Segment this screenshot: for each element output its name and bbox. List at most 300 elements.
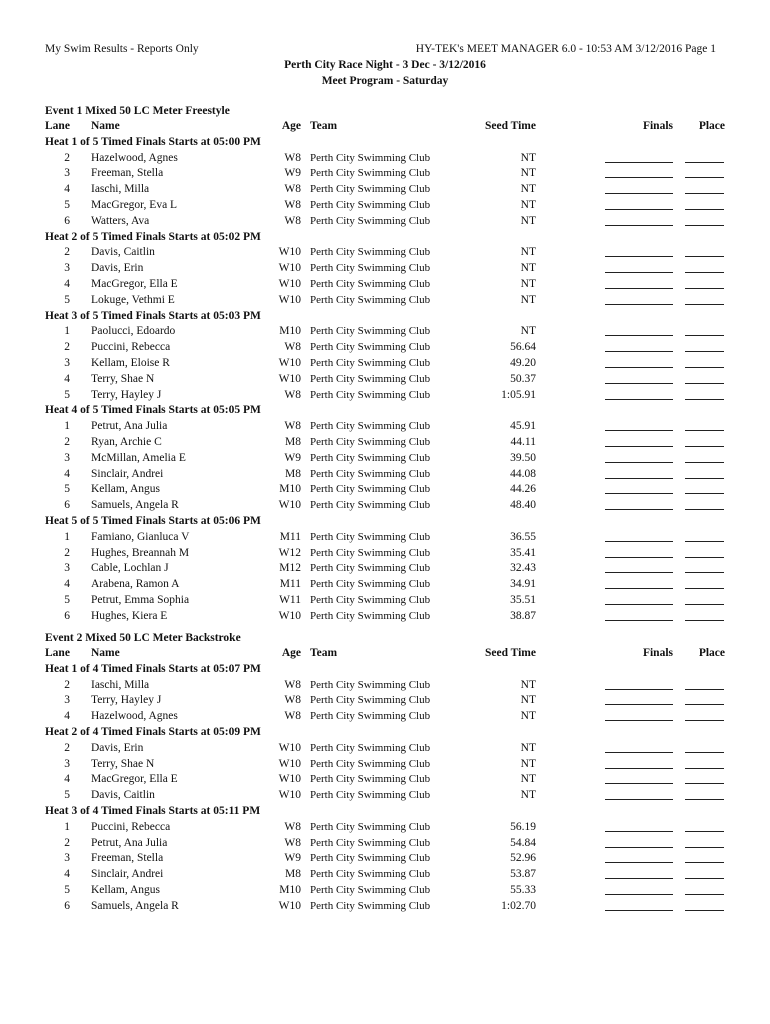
lane-number: 5 [64, 789, 70, 802]
team-name: Perth City Swimming Club [310, 757, 431, 770]
swimmer-age: W10 [278, 262, 301, 275]
seed-time: 34.91 [510, 578, 536, 591]
entry-row [45, 498, 725, 514]
swimmer-age: W8 [284, 198, 301, 211]
team-name: Perth City Swimming Club [310, 578, 431, 591]
team-name: Perth City Swimming Club [310, 741, 431, 754]
finals-blank-line [605, 509, 673, 510]
seed-time: 45.91 [510, 420, 536, 433]
name-header: Name [91, 647, 120, 659]
finals-header: Finals [642, 647, 673, 659]
team-name: Perth City Swimming Club [310, 789, 431, 802]
team-name: Perth City Swimming Club [310, 451, 431, 464]
team-name: Perth City Swimming Club [310, 710, 431, 723]
lane-number: 3 [64, 262, 70, 275]
lane-number: 6 [64, 499, 70, 512]
lane-number: 1 [64, 820, 70, 833]
entry-row [45, 356, 725, 372]
swimmer-age: M8 [285, 467, 301, 480]
team-name: Perth City Swimming Club [310, 467, 431, 480]
lane-number: 3 [64, 356, 70, 369]
swimmer-age: W9 [284, 451, 301, 464]
seed-time: NT [520, 773, 536, 786]
event-block [45, 103, 725, 625]
swimmer-age: M8 [285, 868, 301, 881]
swimmer-age: M12 [279, 562, 301, 575]
seed-time: 32.43 [510, 562, 536, 575]
swimmer-name: Davis, Caitlin [91, 246, 155, 259]
seed-time: NT [520, 325, 536, 338]
entry-row [45, 451, 725, 467]
age-header: Age [281, 647, 301, 659]
finals-blank-line [605, 493, 673, 494]
finals-blank-line [605, 689, 673, 690]
team-header: Team [310, 120, 338, 132]
finals-blank-line [605, 894, 673, 895]
finals-blank-line [605, 351, 673, 352]
place-blank-line [685, 894, 724, 895]
swimmer-name: Kellam, Eloise R [91, 356, 170, 369]
seed-time: 48.40 [510, 499, 536, 512]
lane-number: 3 [64, 852, 70, 865]
swimmer-age: W9 [284, 852, 301, 865]
finals-blank-line [605, 193, 673, 194]
team-name: Perth City Swimming Club [310, 868, 431, 881]
seed-time: NT [520, 198, 536, 211]
lane-number: 2 [64, 151, 70, 164]
heat-label: Heat 4 of 5 Timed Finals Starts at 05:05 PM [45, 404, 261, 417]
seed-time: 56.19 [510, 820, 536, 833]
swimmer-age: W8 [284, 836, 301, 849]
team-name: Perth City Swimming Club [310, 293, 431, 306]
swimmer-name: Iaschi, Milla [91, 678, 150, 691]
place-blank-line [685, 783, 724, 784]
report-source: My Swim Results - Reports Only [45, 43, 199, 55]
heat-label: Heat 5 of 5 Timed Finals Starts at 05:06 PM [45, 514, 261, 527]
place-blank-line [685, 509, 724, 510]
swimmer-name: Terry, Hayley J [91, 694, 162, 707]
swimmer-age: W10 [278, 741, 301, 754]
age-header: Age [281, 120, 301, 132]
place-blank-line [685, 193, 724, 194]
entry-row [45, 214, 725, 230]
lane-number: 5 [64, 198, 70, 211]
swimmer-name: Hazelwood, Agnes [91, 151, 178, 164]
team-header: Team [310, 647, 338, 659]
finals-blank-line [605, 720, 673, 721]
entry-row [45, 467, 725, 483]
swimmer-age: W10 [278, 277, 301, 290]
seed-time: NT [520, 710, 536, 723]
entry-row [45, 867, 725, 883]
seed-time: 44.26 [510, 483, 536, 496]
swimmer-name: Lokuge, Vethmi E [91, 293, 175, 306]
lane-number: 4 [64, 578, 70, 591]
team-name: Perth City Swimming Club [310, 883, 431, 896]
seed-time: NT [520, 694, 536, 707]
swimmer-age: W10 [278, 246, 301, 259]
place-blank-line [685, 383, 724, 384]
finals-blank-line [605, 620, 673, 621]
event-block [45, 630, 725, 915]
entry-row [45, 388, 725, 404]
swimmer-age: W10 [278, 372, 301, 385]
swimmer-age: W12 [278, 546, 301, 559]
swimmer-age: W8 [284, 183, 301, 196]
place-blank-line [685, 752, 724, 753]
place-blank-line [685, 768, 724, 769]
swimmer-name: Ryan, Archie C [91, 435, 162, 448]
lane-number: 4 [64, 372, 70, 385]
team-name: Perth City Swimming Club [310, 694, 431, 707]
entry-row [45, 198, 725, 214]
swimmer-age: W10 [278, 293, 301, 306]
seed-time: 35.51 [510, 593, 536, 606]
swimmer-name: MacGregor, Ella E [91, 277, 178, 290]
entry-row [45, 324, 725, 340]
swimmer-name: Famiano, Gianluca V [91, 530, 190, 543]
seed-time: 36.55 [510, 530, 536, 543]
place-blank-line [685, 604, 724, 605]
place-blank-line [685, 272, 724, 273]
entry-row [45, 151, 725, 167]
seed-time: 1:02.70 [501, 899, 536, 912]
finals-blank-line [605, 588, 673, 589]
place-blank-line [685, 225, 724, 226]
entry-row [45, 836, 725, 852]
lane-number: 5 [64, 883, 70, 896]
finals-blank-line [605, 799, 673, 800]
lane-number: 2 [64, 741, 70, 754]
lane-number: 1 [64, 325, 70, 338]
entry-row [45, 709, 725, 725]
lane-number: 4 [64, 710, 70, 723]
swimmer-name: Hughes, Breannah M [91, 546, 190, 559]
entry-row [45, 245, 725, 261]
entry-row [45, 546, 725, 562]
entry-row [45, 678, 725, 694]
place-blank-line [685, 478, 724, 479]
entry-row [45, 530, 725, 546]
lane-number: 3 [64, 167, 70, 180]
finals-blank-line [605, 604, 673, 605]
swimmer-age: W11 [279, 593, 301, 606]
entry-row [45, 482, 725, 498]
finals-blank-line [605, 446, 673, 447]
finals-blank-line [605, 367, 673, 368]
team-name: Perth City Swimming Club [310, 183, 431, 196]
swimmer-name: Iaschi, Milla [91, 183, 150, 196]
finals-blank-line [605, 478, 673, 479]
place-header: Place [698, 120, 725, 132]
place-blank-line [685, 351, 724, 352]
entry-row [45, 293, 725, 309]
swimmer-name: Hughes, Kiera E [91, 609, 168, 622]
lane-number: 3 [64, 757, 70, 770]
heat-label: Heat 2 of 4 Timed Finals Starts at 05:09 PM [45, 725, 261, 738]
swimmer-name: Davis, Erin [91, 741, 144, 754]
swimmer-name: Petrut, Ana Julia [91, 836, 168, 849]
finals-blank-line [605, 462, 673, 463]
place-blank-line [685, 689, 724, 690]
swimmer-name: Watters, Ava [91, 214, 150, 227]
entry-row [45, 419, 725, 435]
seed-time: NT [520, 151, 536, 164]
place-blank-line [685, 177, 724, 178]
entry-row [45, 757, 725, 773]
swimmer-age: W8 [284, 420, 301, 433]
finals-blank-line [605, 557, 673, 558]
swimmer-name: Puccini, Rebecca [91, 341, 171, 354]
seed-time: 39.50 [510, 451, 536, 464]
team-name: Perth City Swimming Club [310, 246, 431, 259]
entry-row [45, 609, 725, 625]
lane-header: Lane [45, 647, 70, 659]
place-blank-line [685, 720, 724, 721]
place-blank-line [685, 588, 724, 589]
seed-time: NT [520, 741, 536, 754]
meet-title: Perth City Race Night - 3 Dec - 3/12/2016 [284, 59, 486, 71]
lane-header: Lane [45, 120, 70, 132]
heat-label: Heat 3 of 4 Timed Finals Starts at 05:11 PM [45, 804, 261, 817]
name-header: Name [91, 120, 120, 132]
finals-blank-line [605, 541, 673, 542]
heat-label: Heat 1 of 5 Timed Finals Starts at 05:00 PM [45, 135, 261, 148]
seed-time: 1:05.91 [501, 388, 536, 401]
lane-number: 6 [64, 214, 70, 227]
finals-blank-line [605, 288, 673, 289]
swimmer-name: Sinclair, Andrei [91, 868, 164, 881]
lane-number: 1 [64, 530, 70, 543]
seed-time: NT [520, 183, 536, 196]
swimmer-name: Petrut, Emma Sophia [91, 593, 190, 606]
lane-number: 6 [64, 609, 70, 622]
lane-number: 2 [64, 836, 70, 849]
team-name: Perth City Swimming Club [310, 820, 431, 833]
swimmer-name: Kellam, Angus [91, 483, 160, 496]
lane-number: 3 [64, 562, 70, 575]
swimmer-name: Terry, Shae N [91, 372, 155, 385]
place-blank-line [685, 399, 724, 400]
swimmer-name: Cable, Lochlan J [91, 562, 169, 575]
lane-number: 4 [64, 868, 70, 881]
lane-number: 2 [64, 435, 70, 448]
finals-blank-line [605, 878, 673, 879]
team-name: Perth City Swimming Club [310, 356, 431, 369]
swimmer-age: M10 [279, 483, 301, 496]
swimmer-name: Terry, Shae N [91, 757, 155, 770]
swimmer-age: W8 [284, 388, 301, 401]
swimmer-name: Freeman, Stella [91, 167, 164, 180]
place-blank-line [685, 462, 724, 463]
swimmer-name: Arabena, Ramon A [91, 578, 180, 591]
swimmer-age: W8 [284, 710, 301, 723]
entry-row [45, 883, 725, 899]
finals-blank-line [605, 162, 673, 163]
swimmer-age: W9 [284, 167, 301, 180]
lane-number: 2 [64, 678, 70, 691]
swimmer-name: Samuels, Angela R [91, 499, 179, 512]
team-name: Perth City Swimming Club [310, 325, 431, 338]
team-name: Perth City Swimming Club [310, 499, 431, 512]
finals-blank-line [605, 256, 673, 257]
entry-row [45, 277, 725, 293]
finals-blank-line [605, 399, 673, 400]
entry-row [45, 820, 725, 836]
team-name: Perth City Swimming Club [310, 773, 431, 786]
swimmer-age: W10 [278, 773, 301, 786]
entry-row [45, 788, 725, 804]
team-name: Perth City Swimming Club [310, 899, 431, 912]
seed-time: NT [520, 757, 536, 770]
entry-row [45, 435, 725, 451]
place-blank-line [685, 557, 724, 558]
swimmer-name: Davis, Erin [91, 262, 144, 275]
seed-time: NT [520, 789, 536, 802]
lane-number: 1 [64, 420, 70, 433]
meet-subtitle: Meet Program - Saturday [321, 75, 449, 87]
swimmer-name: MacGregor, Eva L [91, 198, 178, 211]
lane-number: 4 [64, 183, 70, 196]
swimmer-name: Terry, Hayley J [91, 388, 162, 401]
place-blank-line [685, 288, 724, 289]
swimmer-age: W10 [278, 757, 301, 770]
entry-row [45, 741, 725, 757]
team-name: Perth City Swimming Club [310, 167, 431, 180]
team-name: Perth City Swimming Club [310, 420, 431, 433]
entry-row [45, 851, 725, 867]
team-name: Perth City Swimming Club [310, 530, 431, 543]
seed-time: NT [520, 167, 536, 180]
swimmer-name: Puccini, Rebecca [91, 820, 171, 833]
place-blank-line [685, 335, 724, 336]
swimmer-name: Samuels, Angela R [91, 899, 179, 912]
team-name: Perth City Swimming Club [310, 593, 431, 606]
event-title: Event 2 Mixed 50 LC Meter Backstroke [45, 632, 241, 644]
swimmer-name: MacGregor, Ella E [91, 773, 178, 786]
swimmer-age: W8 [284, 694, 301, 707]
seed-time: NT [520, 293, 536, 306]
entry-row [45, 372, 725, 388]
seed-header: Seed Time [484, 647, 536, 659]
lane-number: 2 [64, 246, 70, 259]
column-header-row [45, 646, 725, 662]
swimmer-age: W10 [278, 789, 301, 802]
seed-time: 53.87 [510, 868, 536, 881]
team-name: Perth City Swimming Club [310, 852, 431, 865]
seed-time: 38.87 [510, 609, 536, 622]
swimmer-age: M10 [279, 325, 301, 338]
finals-blank-line [605, 177, 673, 178]
swimmer-name: Kellam, Angus [91, 883, 160, 896]
seed-time: 49.20 [510, 356, 536, 369]
entry-row [45, 577, 725, 593]
swimmer-age: M8 [285, 435, 301, 448]
software-stamp: HY-TEK's MEET MANAGER 6.0 - 10:53 AM 3/12/2016 Page 1 [415, 43, 716, 55]
team-name: Perth City Swimming Club [310, 151, 431, 164]
lane-number: 4 [64, 467, 70, 480]
swimmer-age: W8 [284, 678, 301, 691]
event-title: Event 1 Mixed 50 LC Meter Freestyle [45, 105, 230, 117]
place-blank-line [685, 862, 724, 863]
swimmer-name: Hazelwood, Agnes [91, 710, 178, 723]
place-blank-line [685, 831, 724, 832]
place-blank-line [685, 304, 724, 305]
finals-blank-line [605, 847, 673, 848]
team-name: Perth City Swimming Club [310, 372, 431, 385]
entry-row [45, 340, 725, 356]
swimmer-age: M11 [279, 530, 301, 543]
finals-blank-line [605, 383, 673, 384]
seed-time: NT [520, 214, 536, 227]
team-name: Perth City Swimming Club [310, 435, 431, 448]
lane-number: 4 [64, 277, 70, 290]
place-blank-line [685, 704, 724, 705]
team-name: Perth City Swimming Club [310, 198, 431, 211]
finals-blank-line [605, 430, 673, 431]
entry-row [45, 593, 725, 609]
swimmer-age: W8 [284, 341, 301, 354]
place-blank-line [685, 847, 724, 848]
team-name: Perth City Swimming Club [310, 262, 431, 275]
lane-number: 5 [64, 483, 70, 496]
seed-time: NT [520, 277, 536, 290]
place-blank-line [685, 446, 724, 447]
entry-row [45, 166, 725, 182]
heat-label: Heat 3 of 5 Timed Finals Starts at 05:03 PM [45, 309, 261, 322]
team-name: Perth City Swimming Club [310, 483, 431, 496]
seed-time: 44.11 [510, 435, 536, 448]
swimmer-age: M11 [279, 578, 301, 591]
seed-time: NT [520, 678, 536, 691]
column-header-row [45, 119, 725, 135]
place-blank-line [685, 430, 724, 431]
swimmer-name: McMillan, Amelia E [91, 451, 186, 464]
entry-row [45, 182, 725, 198]
finals-blank-line [605, 910, 673, 911]
finals-blank-line [605, 335, 673, 336]
team-name: Perth City Swimming Club [310, 562, 431, 575]
team-name: Perth City Swimming Club [310, 678, 431, 691]
swimmer-age: W8 [284, 214, 301, 227]
seed-time: 54.84 [510, 836, 536, 849]
lane-number: 3 [64, 451, 70, 464]
seed-time: 44.08 [510, 467, 536, 480]
place-blank-line [685, 620, 724, 621]
place-blank-line [685, 572, 724, 573]
finals-blank-line [605, 304, 673, 305]
lane-number: 5 [64, 593, 70, 606]
swimmer-age: M10 [279, 883, 301, 896]
swimmer-name: Freeman, Stella [91, 852, 164, 865]
lane-number: 5 [64, 293, 70, 306]
lane-number: 2 [64, 341, 70, 354]
swimmer-age: W10 [278, 499, 301, 512]
seed-time: 55.33 [510, 883, 536, 896]
seed-time: 56.64 [510, 341, 536, 354]
seed-time: 50.37 [510, 372, 536, 385]
finals-blank-line [605, 572, 673, 573]
finals-blank-line [605, 704, 673, 705]
heat-label: Heat 1 of 4 Timed Finals Starts at 05:07 PM [45, 662, 261, 675]
seed-time: NT [520, 246, 536, 259]
finals-blank-line [605, 768, 673, 769]
finals-blank-line [605, 831, 673, 832]
team-name: Perth City Swimming Club [310, 214, 431, 227]
lane-number: 4 [64, 773, 70, 786]
team-name: Perth City Swimming Club [310, 277, 431, 290]
seed-time: NT [520, 262, 536, 275]
